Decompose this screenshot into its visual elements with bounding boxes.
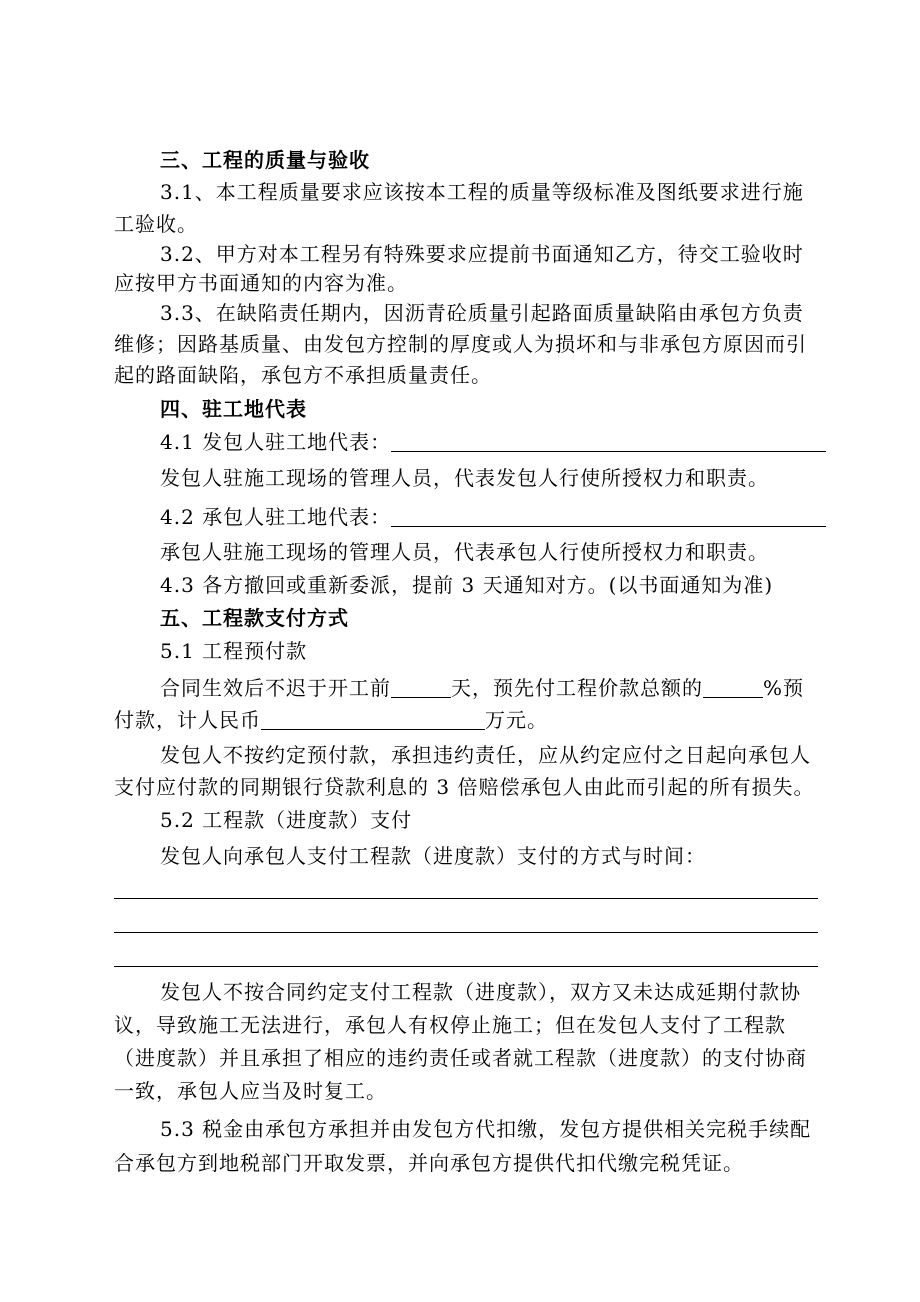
amount-blank[interactable] xyxy=(261,707,485,730)
clause-3-3-line-3: 起的路面缺陷，承包方不承担质量责任。 xyxy=(114,363,492,387)
days-blank[interactable] xyxy=(391,675,451,698)
clause-4-2-label: 4.2 承包人驻工地代表： xyxy=(160,505,392,529)
clause-3-1-line-2: 工验收。 xyxy=(114,212,198,236)
clause-5-1-line-2 xyxy=(114,703,826,737)
clause-5-1-line-1 xyxy=(160,671,826,705)
clause-5-1-text-a: 合同生效后不迟于开工前 xyxy=(160,676,391,700)
clause-5-2-title: 5.2 工程款（进度款）支付 xyxy=(160,808,413,832)
clause-4-3: 4.3 各方撤回或重新委派，提前 3 天通知对方。(以书面通知为准) xyxy=(160,573,774,597)
payment-method-blank-1[interactable] xyxy=(114,898,818,899)
contractor-rep-blank[interactable] xyxy=(391,504,826,527)
clause-4-2-desc: 承包人驻施工现场的管理人员，代表承包人行使所授权力和职责。 xyxy=(160,540,769,564)
clause-3-1-line-1: 3.1、本工程质量要求应该按本工程的质量等级标准及图纸要求进行施 xyxy=(160,180,804,204)
clause-4-1-line xyxy=(160,425,826,459)
section-4-heading: 四、驻工地代表 xyxy=(160,397,307,421)
section-5-heading: 五、工程款支付方式 xyxy=(160,606,349,630)
clause-4-1-desc: 发包人驻施工现场的管理人员，代表发包人行使所授权力和职责。 xyxy=(160,466,769,490)
clause-4-2-line xyxy=(160,500,826,534)
clause-5-2-line-1: 发包人向承包人支付工程款（进度款）支付的方式与时间： xyxy=(160,844,706,868)
section-3-heading: 三、工程的质量与验收 xyxy=(160,148,370,172)
clause-4-1-label: 4.1 发包人驻工地代表： xyxy=(160,430,392,454)
clause-5-3-line-1: 5.3 税金由承包方承担并由发包方代扣缴，发包方提供相关完税手续配 xyxy=(160,1117,812,1141)
clause-5-2-line-3: 议，导致施工无法进行，承包人有权停止施工；但在发包人支付了工程款 xyxy=(114,1013,786,1037)
clause-5-1-title: 5.1 工程预付款 xyxy=(160,639,308,663)
clause-3-2-line-1: 3.2、甲方对本工程另有特殊要求应提前书面通知乙方，待交工验收时 xyxy=(160,242,804,266)
clause-3-3-line-2: 维修；因路基质量、由发包方控制的厚度或人为损坏和与非承包方原因而引 xyxy=(114,332,807,356)
clause-5-1-text-d: 付款，计人民币 xyxy=(114,708,261,732)
payment-method-blank-3[interactable] xyxy=(114,966,818,967)
employer-rep-blank[interactable] xyxy=(391,429,826,452)
payment-method-blank-2[interactable] xyxy=(114,932,818,933)
clause-5-2-line-5: 一致，承包人应当及时复工。 xyxy=(114,1079,387,1103)
percent-blank[interactable] xyxy=(703,675,763,698)
clause-3-3-line-1: 3.3、在缺陷责任期内，因沥青砼质量引起路面质量缺陷由承包方负责 xyxy=(160,301,804,325)
clause-5-1-text-e: 万元。 xyxy=(485,708,548,732)
clause-5-1-line-4: 支付应付款的同期银行贷款利息的 3 倍赔偿承包人由此而引起的所有损失。 xyxy=(114,775,815,799)
clause-5-3-line-2: 合承包方到地税部门开取发票，并向承包方提供代扣代缴完税凭证。 xyxy=(114,1151,744,1175)
clause-3-2-line-2: 应按甲方书面通知的内容为准。 xyxy=(114,271,408,295)
clause-5-1-text-b: 天，预先付工程价款总额的 xyxy=(451,676,703,700)
clause-5-1-text-c: %预 xyxy=(763,676,805,700)
clause-5-1-line-3: 发包人不按约定预付款，承担违约责任，应从约定应付之日起向承包人 xyxy=(160,743,811,767)
clause-5-2-line-2: 发包人不按合同约定支付工程款（进度款），双方又未达成延期付款协 xyxy=(160,980,801,1004)
clause-5-2-line-4: （进度款）并且承担了相应的违约责任或者就工程款（进度款）的支付协商 xyxy=(114,1046,807,1070)
